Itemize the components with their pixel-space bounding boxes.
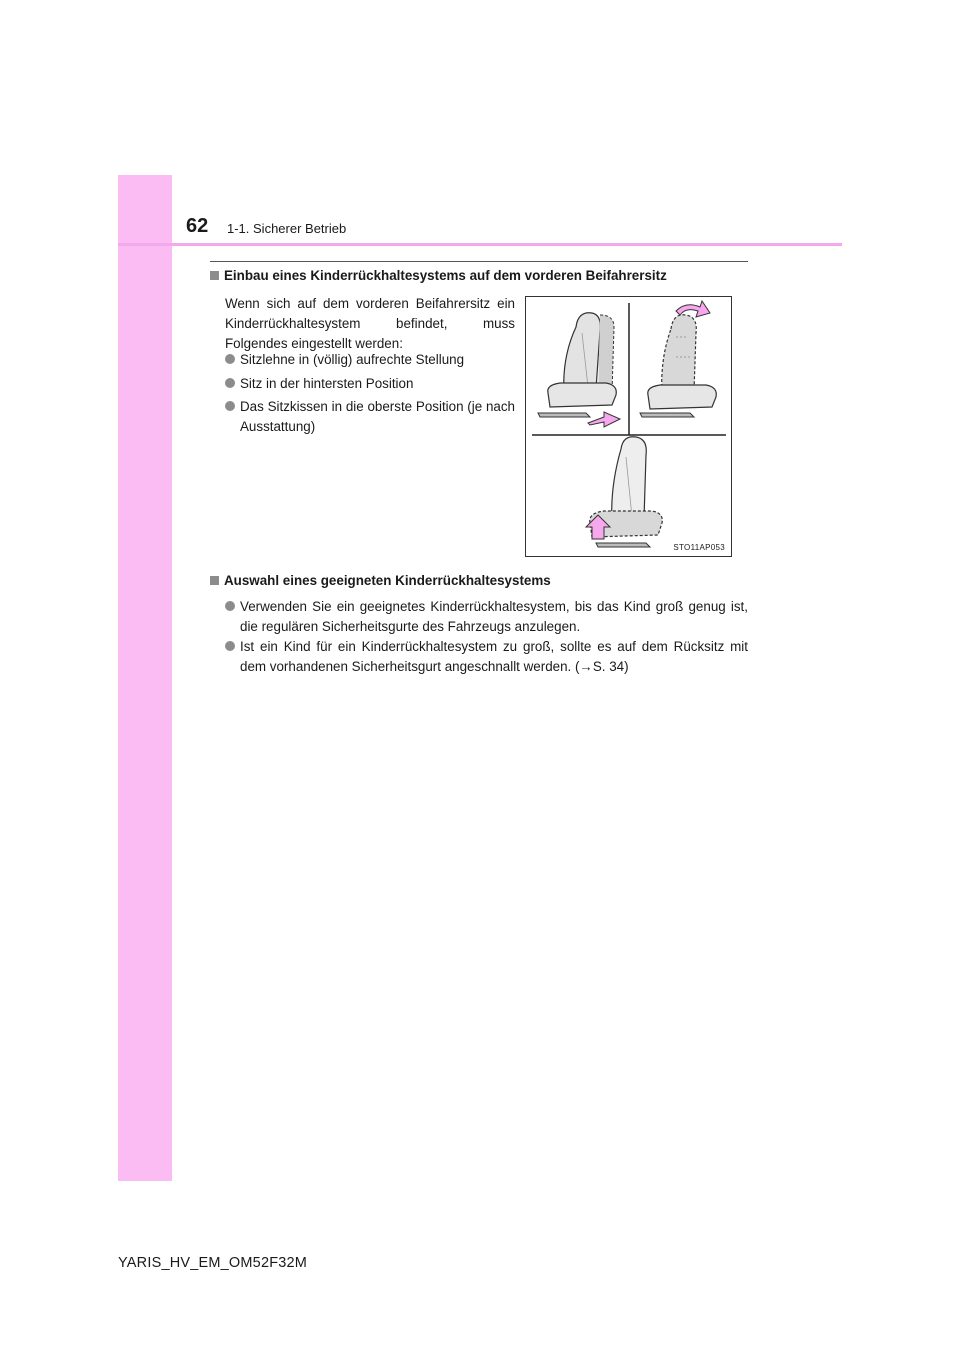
list-item-text: Verwenden Sie ein geeignetes Kinderrückhaltesystem, bis das Kind groß genug ist, die regulären Sicherheitsgurte des Fahrzeugs anzulegen.	[240, 599, 748, 634]
intro-paragraph: Wenn sich auf dem vorderen Beifahrersitz ein Kinderrückhaltesystem befindet, muss Folgendes eingestellt werden:	[225, 296, 515, 351]
section-heading-front-seat	[210, 268, 667, 283]
circle-bullet-icon	[225, 401, 235, 411]
list-item-text: Sitz in der hintersten Position	[240, 376, 414, 391]
seat-slide-panel	[538, 313, 620, 427]
list-item	[240, 597, 748, 637]
circle-bullet-icon	[225, 601, 235, 611]
circle-bullet-icon	[225, 641, 235, 651]
list-item-text: Ist ein Kind für ein Kinderrückhaltesystem zu groß, sollte es auf dem Rücksitz mit dem vorhandenen Sicherheitsgurt angeschnallt werden. (→S. 34)	[240, 639, 748, 674]
square-bullet-icon	[210, 576, 219, 585]
list-item	[240, 350, 515, 370]
chapter-title: 1-1. Sicherer Betrieb	[227, 221, 347, 236]
seat-cushion-panel	[586, 437, 662, 547]
seat-illustration	[526, 297, 731, 556]
arrow-right-icon	[588, 412, 620, 427]
list-item-text: Sitzlehne in (völlig) aufrechte Stellung	[240, 352, 465, 367]
list-item	[240, 397, 515, 437]
seatback-panel	[640, 301, 716, 417]
page-number: 62	[186, 215, 209, 237]
section-divider	[210, 261, 748, 262]
section-heading-text: Einbau eines Kinderrückhaltesystems auf dem vorderen Beifahrersitz	[224, 268, 667, 283]
side-margin-bar	[118, 175, 172, 1181]
section-heading-selection	[210, 573, 551, 588]
list-item	[240, 637, 748, 677]
document-code: YARIS_HV_EM_OM52F32M	[118, 1255, 308, 1271]
header-line	[118, 243, 842, 246]
seat-adjustment-figure	[525, 296, 732, 557]
square-bullet-icon	[210, 271, 219, 280]
list-item	[240, 374, 515, 394]
figure-code: STO11AP053	[673, 543, 725, 552]
circle-bullet-icon	[225, 378, 235, 388]
circle-bullet-icon	[225, 354, 235, 364]
curved-arrow-icon	[676, 301, 710, 317]
list-item-text: Das Sitzkissen in die oberste Position (je nach Ausstattung)	[240, 399, 515, 434]
section-heading-text: Auswahl eines geeigneten Kinderrückhaltesystems	[224, 573, 551, 588]
